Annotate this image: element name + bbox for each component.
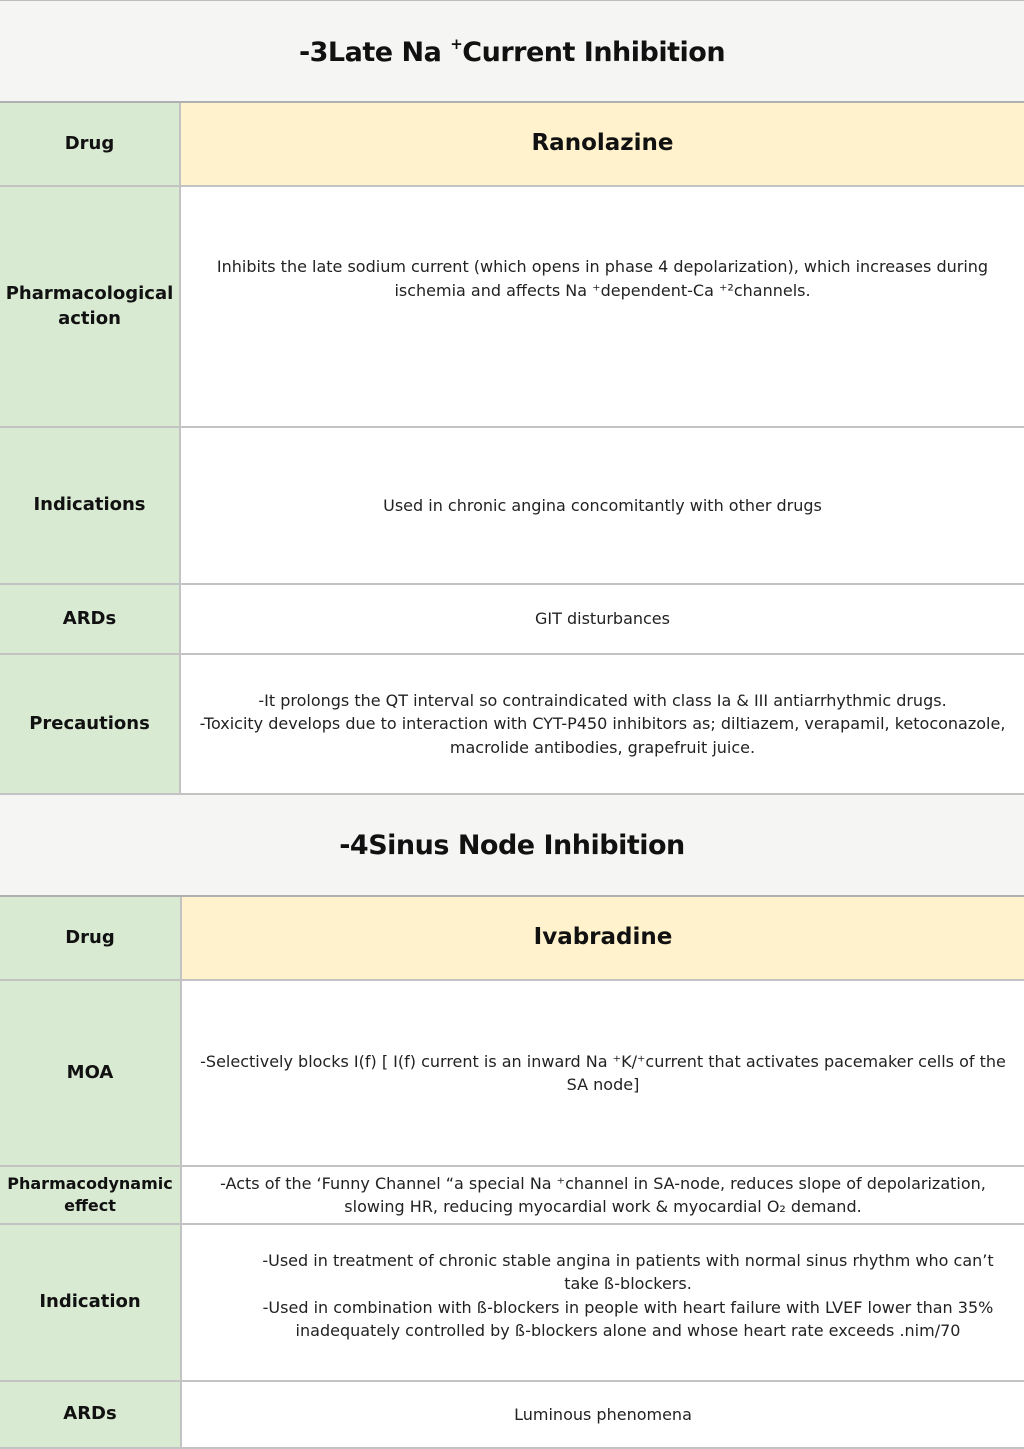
table-row-indication <box>0 1225 1024 1382</box>
section-header-late-na <box>0 0 1024 103</box>
row-label: Precautions <box>0 655 181 793</box>
table-row-pharmacodynamic-effect <box>0 1167 1024 1225</box>
drug-name: Ranolazine <box>181 103 1024 185</box>
row-value <box>182 981 1024 1165</box>
row-value-text: -Acts of the ‘Funny Channel “a special Na ⁺channel in SA-node, reduces slope of depolarization, slowing HR, reducing myocardial work & myocardial O₂ demand. <box>220 1173 986 1216</box>
row-value <box>182 1225 1024 1380</box>
row-value <box>181 655 1024 793</box>
table-row-drug <box>0 897 1024 981</box>
section-header-sinus-node <box>0 795 1024 897</box>
table-row-ards <box>0 585 1024 655</box>
row-value <box>181 585 1024 653</box>
row-value <box>181 187 1024 426</box>
table-row-moa <box>0 981 1024 1167</box>
section-title: -3Late Na +Current Inhibition <box>298 34 726 68</box>
table-row-indications <box>0 428 1024 585</box>
row-value <box>182 1382 1024 1447</box>
drug-name: Ivabradine <box>182 897 1024 979</box>
row-label: ARDs <box>0 1382 182 1447</box>
row-value-text: Used in chronic angina concomitantly with other drugs <box>383 495 822 515</box>
table-row-ards <box>0 1382 1024 1449</box>
table-row-drug <box>0 103 1024 187</box>
row-value-text: Inhibits the late sodium current (which opens in phase 4 depolarization), which increases during ischemia and affects Na ⁺dependent-Ca ⁺²channels. <box>216 257 989 300</box>
row-value-text: -It prolongs the QT interval so contraindicated with class Ia & III antiarrhythmic drugs. -Toxicity develops due to interaction with CYT-P450 inhibitors as; diltiazem, verapamil, ketoconazole, macrolide antibodies, grapefruit juice. <box>199 691 1006 757</box>
row-value-text: -Used in treatment of chronic stable angina in patients with normal sinus rhythm who can’t take ß-blockers. -Used in combination with ß-blockers in people with heart failure with LVEF lower than 35% inadequately controlled by ß-blockers alone and whose heart rate exceeds .nim/70 <box>262 1251 994 1340</box>
row-label: Drug <box>0 103 181 185</box>
row-label: Pharmacological action <box>0 187 181 426</box>
row-value-text: Luminous phenomena <box>514 1404 692 1424</box>
row-value-text: -Selectively blocks I(f) [ I(f) current is an inward Na ⁺K/⁺current that activates pacemaker cells of the SA node] <box>200 1051 1006 1094</box>
row-label: Pharmacodynamic effect <box>0 1167 182 1223</box>
row-label: Indication <box>0 1225 182 1380</box>
row-label: ARDs <box>0 585 181 653</box>
row-label: Indications <box>0 428 181 583</box>
row-value <box>182 1167 1024 1223</box>
row-label: Drug <box>0 897 182 979</box>
row-value-text: GIT disturbances <box>535 609 670 629</box>
table-row-precautions <box>0 655 1024 795</box>
table-row-pharmacological-action <box>0 187 1024 428</box>
section-title: -4Sinus Node Inhibition <box>339 829 685 861</box>
row-value <box>181 428 1024 583</box>
row-label: MOA <box>0 981 182 1165</box>
